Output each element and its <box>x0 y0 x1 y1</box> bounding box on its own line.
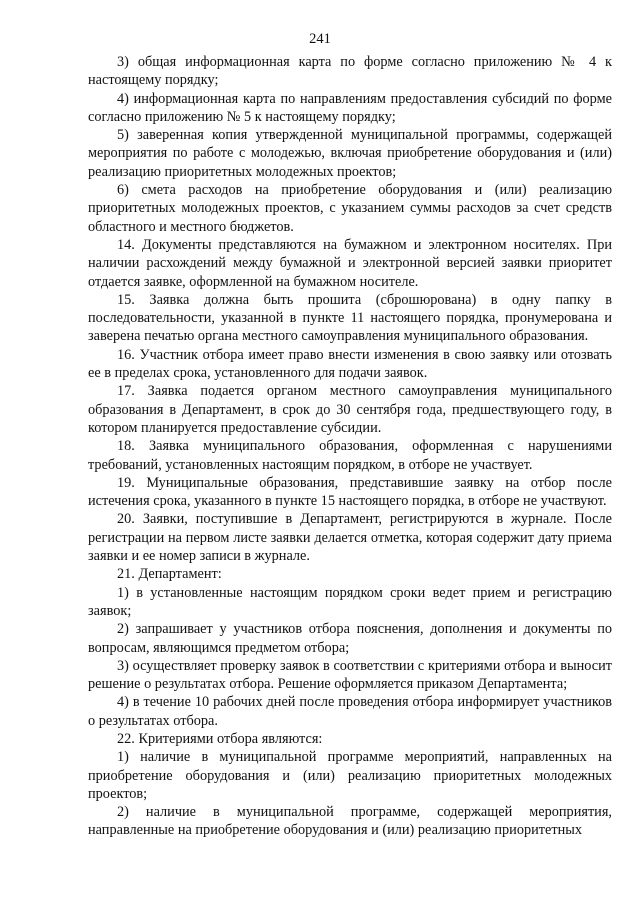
paragraph-clause-15: 15. Заявка должна быть прошита (сброшюрована) в одну папку в последовательности, указанной в пункте 11 настоящего порядка, пронумерована и заверена печатью органа местного самоуправления муниципального образования. <box>88 291 612 345</box>
paragraph-clause-17: 17. Заявка подается органом местного самоуправления муниципального образования в Департамент, в срок до 30 сентября года, предшествующего году, в котором планируется предоставление субсидии. <box>88 383 612 436</box>
paragraph-item-4: 4) информационная карта по направлениям предоставления субсидий по форме согласно приложению № 5 к настоящему порядку; <box>88 90 612 125</box>
page-number: 241 <box>309 31 331 47</box>
paragraph-item-5: 5) заверенная копия утвержденной муниципальной программы, содержащей мероприятия по работе с молодежью, включая приобретение оборудования и (или) реализацию приоритетных молодежных проектов; <box>88 127 612 180</box>
paragraph-item-6: 6) смета расходов на приобретение оборудования и (или) реализацию приоритетных молодежных проектов, с указанием суммы расходов за счет средств областного и местного бюджетов. <box>88 182 612 235</box>
paragraph-clause-22-item-2: 2) наличие в муниципальной программе, содержащей мероприятия, направленные на приобретение оборудования и (или) реализацию приоритетных <box>88 804 612 839</box>
paragraph-clause-19: 19. Муниципальные образования, представившие заявку на отбор после истечения срока, указанного в пункте 15 настоящего порядка, в отборе не участвуют. <box>88 474 612 510</box>
paragraph-clause-18: 18. Заявка муниципального образования, оформленная с нарушениями требований, установленных настоящим порядком, в отборе не участвует. <box>88 438 612 473</box>
paragraph-clause-21-item-3: 3) осуществляет проверку заявок в соответствии с критериями отбора и выносит решение о результатах отбора. Решение оформляется приказом Департамента; <box>88 657 612 693</box>
paragraph-clause-21: 21. Департамент: <box>117 566 222 583</box>
paragraph-clause-14: 14. Документы представляются на бумажном и электронном носителях. При наличии расхождений между бумажной и электронной версией заявки приоритет отдается заявке, оформленной на бумажном носителе. <box>88 236 612 290</box>
paragraph-clause-21-item-4: 4) в течение 10 рабочих дней после проведения отбора информирует участников о результатах отбора. <box>88 694 612 729</box>
paragraph-clause-21-item-2: 2) запрашивает у участников отбора пояснения, дополнения и документы по вопросам, являющимся предметом отбора; <box>88 621 612 656</box>
paragraph-clause-16: 16. Участник отбора имеет право внести изменения в свою заявку или отозвать ее в пределах срока, установленного для подачи заявок. <box>88 346 612 382</box>
document-body <box>88 53 612 840</box>
paragraph-clause-22-item-1: 1) наличие в муниципальной программе мероприятий, направленных на приобретение оборудования и (или) реализацию приоритетных молодежных проектов; <box>88 749 612 802</box>
paragraph-clause-21-item-1: 1) в установленные настоящим порядком сроки ведет прием и регистрацию заявок; <box>88 584 612 619</box>
paragraph-item-3: 3) общая информационная карта по форме согласно приложению № 4 к настоящему порядку; <box>88 54 612 89</box>
paragraph-clause-20: 20. Заявки, поступившие в Департамент, регистрируются в журнале. После регистрации на первом листе заявки делается отметка, которая содержит дату приема заявки и ее номер записи в журнале. <box>88 511 612 565</box>
paragraph-clause-22: 22. Критериями отбора являются: <box>117 730 323 747</box>
